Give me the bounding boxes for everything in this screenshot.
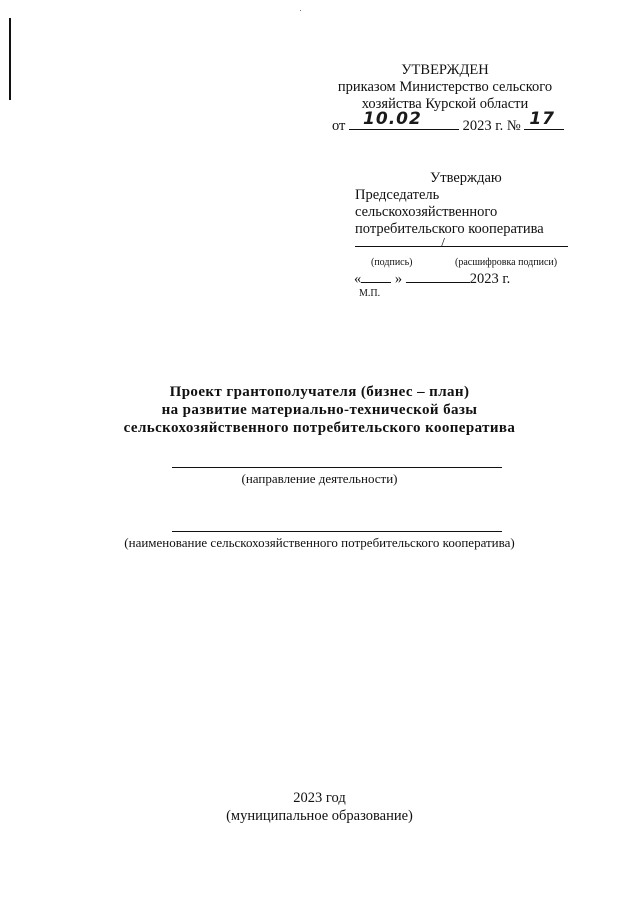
- signature-caption: (подпись): [371, 257, 413, 268]
- cooperative-name-field-line: [172, 531, 502, 532]
- approval-block: [320, 62, 570, 113]
- confirm-line-2: сельскохозяйственного: [355, 204, 498, 220]
- footer-year: 2023 год: [293, 790, 346, 806]
- title-line-3: сельскохозяйственного потребительского кооператива: [123, 420, 516, 436]
- direction-caption: (направление деятельности): [241, 471, 398, 486]
- date-month-blank: [406, 270, 470, 283]
- order-prefix: от: [332, 118, 346, 134]
- scan-margin-line: [9, 18, 11, 100]
- confirm-block: [355, 170, 544, 238]
- order-line: [332, 109, 564, 135]
- confirm-date-line: [354, 270, 510, 288]
- confirm-line-3: потребительского кооператива: [355, 221, 544, 237]
- order-date-field: [349, 109, 459, 130]
- date-open-quote: «: [354, 271, 362, 287]
- stamp-placeholder: М.П.: [359, 288, 381, 299]
- scan-speck: [300, 10, 301, 11]
- signature-decoding-caption: (расшифровка подписи): [455, 257, 558, 268]
- date-close-quote: »: [394, 271, 403, 287]
- date-year: 2023 г.: [469, 271, 511, 287]
- signature-slash: /: [441, 236, 445, 251]
- footer-block: [0, 789, 639, 825]
- confirm-line-1: Председатель: [355, 187, 440, 203]
- order-number-field: [524, 109, 564, 130]
- signature-line: [355, 246, 568, 247]
- date-day-blank: [361, 270, 391, 283]
- approval-line-1: приказом Министерство сельского: [337, 79, 553, 95]
- direction-field-line: [172, 467, 502, 468]
- order-date-handwritten: 10.02: [363, 109, 422, 129]
- document-title: [0, 383, 639, 437]
- confirm-heading: Утверждаю: [430, 170, 502, 186]
- order-year: 2023 г. №: [462, 118, 521, 134]
- cooperative-name-caption: (наименование сельскохозяйственного потребительского кооператива): [124, 535, 515, 550]
- approval-line-2: хозяйства Курской области: [361, 96, 529, 112]
- footer-municipality: (муниципальное образование): [226, 808, 413, 824]
- order-number-handwritten: 17: [529, 109, 555, 129]
- title-line-1: Проект грантополучателя (бизнес – план): [169, 384, 470, 400]
- approval-heading: УТВЕРЖДЕН: [401, 62, 489, 78]
- title-line-2: на развитие материально-технической базы: [161, 402, 478, 418]
